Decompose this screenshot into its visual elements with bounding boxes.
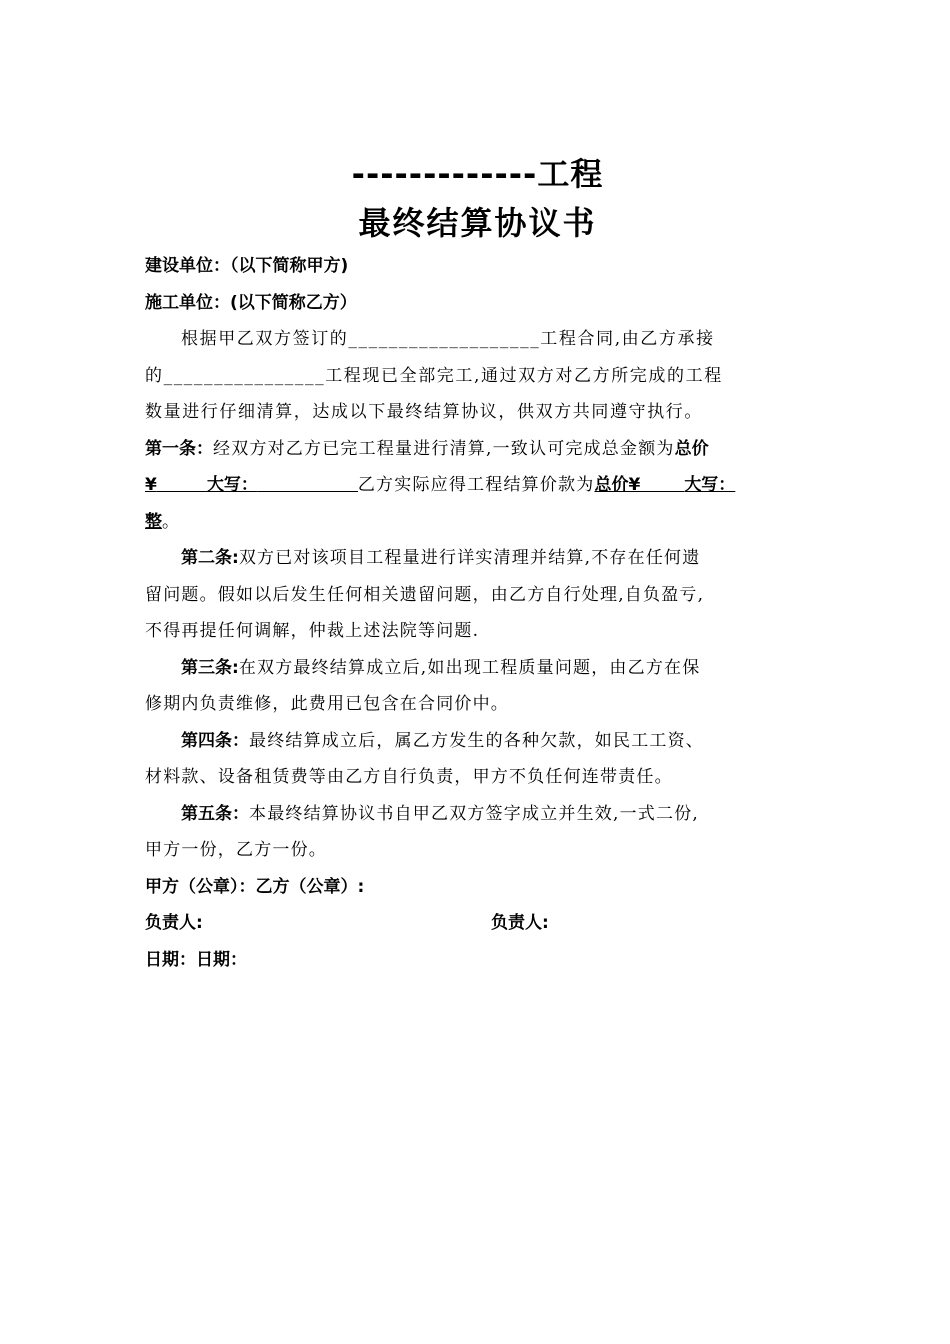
article-1-daxie-2: 大写： — [684, 475, 736, 495]
article-4-text-1: 最终结算成立后，属乙方发生的各种欠款，如民工工资、 — [249, 730, 704, 751]
intro-line-3: 数量进行仔细清算，达成以下最终结算协议，供双方共同遵守执行。 — [145, 402, 703, 422]
article-2-text-1: 双方已对该项目工程量进行详实清理并结算,不存在任何遗 — [238, 548, 701, 568]
article-4-label: 第四条： — [181, 730, 249, 751]
article-5-line-2: 甲方一份，乙方一份。 — [145, 840, 327, 860]
article-1-total-label: 总价 — [674, 438, 709, 459]
document-page — [145, 150, 810, 978]
responsible-row — [145, 905, 810, 942]
article-2-line-3: 不得再提任何调解，仲裁上述法院等问题. — [145, 621, 480, 641]
article-5-label: 第五条： — [181, 803, 249, 824]
intro-line-1: 根据甲乙双方签订的___________________工程合同,由乙方承接 — [181, 329, 715, 349]
document-title: 最终结算协议书 — [358, 204, 597, 242]
article-1-label: 第一条： — [145, 438, 213, 459]
party-a-line: 建设单位：（以下简称甲方) — [145, 256, 349, 276]
article-1-line-2 — [145, 467, 810, 504]
seal-line: 甲方（公章）：乙方（公章）: — [145, 876, 365, 897]
article-4-line-1 — [145, 723, 810, 760]
article-1-text-2: 乙方实际应得工程结算价款为 — [357, 475, 595, 495]
article-1-daxie-blank — [258, 473, 358, 492]
article-3-text-1: 在双方最终结算成立后,如出现工程质量问题，由乙方在保 — [238, 657, 701, 678]
article-1-amount-blank-2 — [640, 473, 684, 492]
article-1-line-3 — [145, 504, 810, 541]
article-2-line-1 — [145, 540, 810, 577]
responsible-b: 负责人: — [491, 913, 549, 933]
article-1-zheng: 整 — [145, 511, 162, 532]
article-4-line-2: 材料款、设备租赁费等由乙方自行负责，甲方不负任何连带责任。 — [145, 767, 673, 787]
article-1-text-1: 经双方对乙方已完工程量进行清算,一致认可完成总金额为 — [213, 438, 675, 459]
article-3-line-2: 修期内负责维修，此费用已包含在合同价中。 — [145, 694, 509, 714]
article-5-line-1 — [145, 796, 810, 833]
article-1-end: 。 — [162, 511, 179, 532]
article-1-total-label-2: 总价¥ — [594, 475, 641, 495]
article-2-label: 第二条: — [181, 548, 239, 568]
article-3-line-1 — [145, 650, 810, 687]
document-title-project: -------------工程 — [351, 155, 604, 193]
date-line: 日期：日期： — [145, 949, 247, 970]
responsible-a: 负责人: — [145, 913, 203, 933]
article-2-line-2: 留问题。假如以后发生任何相关遗留问题，由乙方自行处理,自负盈亏, — [145, 584, 705, 605]
party-b-line: 施工单位：(以下简称乙方） — [145, 292, 357, 313]
article-1-yen: ¥ — [145, 475, 157, 495]
article-3-label: 第三条: — [181, 657, 239, 678]
intro-line-2: 的________________工程现已全部完工,通过双方对乙方所完成的工程 — [145, 365, 723, 386]
article-1-line-1 — [145, 431, 810, 468]
article-5-text-1: 本最终结算协议书自甲乙双方签字成立并生效,一式二份, — [249, 803, 700, 824]
article-1-daxie: 大写： — [206, 475, 258, 495]
article-1-amount-blank — [157, 473, 207, 492]
